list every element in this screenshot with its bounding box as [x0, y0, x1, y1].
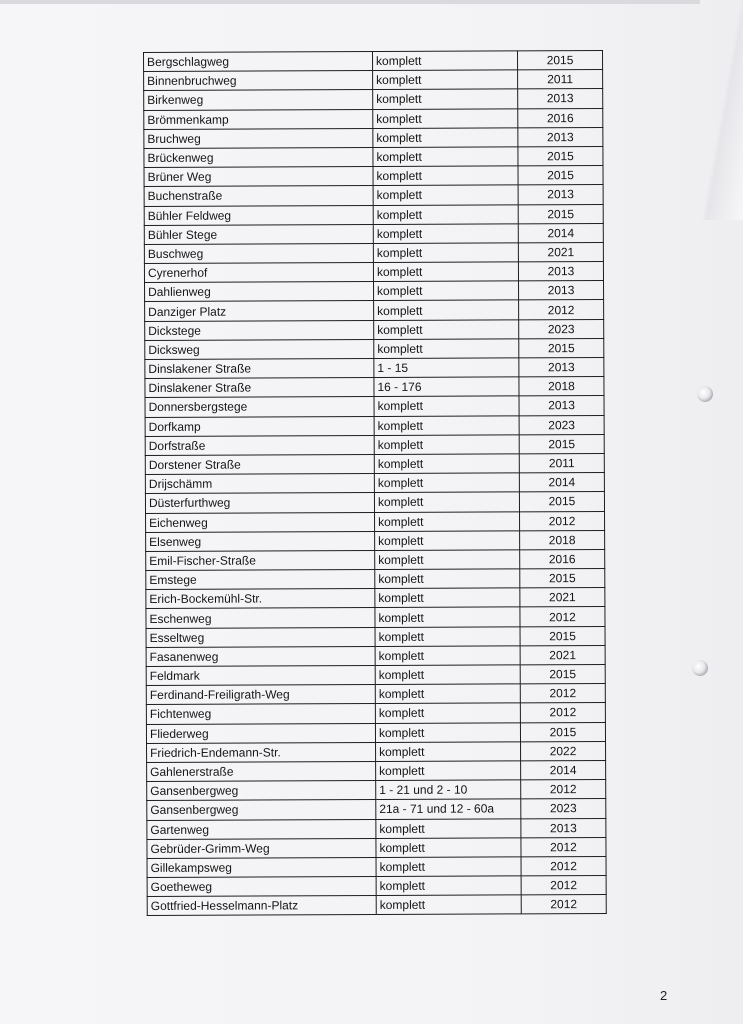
street-name-cell: Gartenweg — [147, 819, 376, 839]
status-cell: 1 - 21 und 2 - 10 — [376, 780, 521, 800]
punch-hole — [692, 660, 708, 676]
status-cell: komplett — [376, 857, 521, 877]
status-cell: komplett — [374, 339, 519, 359]
street-name-cell: Dinslakener Straße — [145, 378, 374, 398]
year-cell: 2015 — [518, 166, 603, 186]
street-name-cell: Buchenstraße — [144, 186, 373, 206]
table-row — [146, 684, 605, 705]
year-cell: 2015 — [519, 338, 604, 358]
street-table — [143, 50, 607, 916]
year-cell: 2012 — [521, 837, 606, 857]
status-cell: komplett — [375, 626, 520, 646]
table-row — [146, 511, 605, 532]
street-name-cell: Drijschämm — [145, 474, 374, 494]
status-cell: komplett — [376, 742, 521, 762]
table-row — [145, 396, 604, 417]
year-cell: 2016 — [518, 108, 603, 128]
status-cell: komplett — [373, 89, 518, 109]
table-row — [144, 185, 603, 206]
status-cell: komplett — [373, 70, 518, 90]
year-cell: 2012 — [521, 895, 606, 915]
year-cell: 2012 — [520, 684, 605, 704]
street-name-cell: Eichenweg — [146, 512, 375, 532]
status-cell: komplett — [376, 818, 521, 838]
table-row — [144, 70, 603, 91]
table-row — [146, 664, 605, 685]
street-name-cell: Cyrenerhof — [144, 263, 373, 283]
street-name-cell: Feldmark — [146, 665, 375, 685]
table-row — [147, 760, 606, 781]
table-row — [144, 166, 603, 187]
year-cell: 2011 — [518, 70, 603, 90]
street-name-cell: Brömmenkamp — [144, 109, 373, 129]
street-name-cell: Ferdinand-Freiligrath-Weg — [146, 685, 375, 705]
status-cell: komplett — [376, 761, 521, 781]
street-name-cell: Gansenbergweg — [147, 800, 376, 820]
table-row — [145, 338, 604, 359]
status-cell: komplett — [373, 51, 518, 71]
street-name-cell: Gebrüder-Grimm-Weg — [147, 838, 376, 858]
year-cell: 2021 — [520, 588, 605, 608]
status-cell: komplett — [373, 108, 518, 128]
status-cell: komplett — [375, 684, 520, 704]
table-row — [144, 50, 603, 71]
year-cell: 2015 — [518, 204, 603, 224]
street-name-cell: Gillekampsweg — [147, 857, 376, 877]
street-name-cell: Fichtenweg — [146, 704, 375, 724]
table-row — [144, 204, 603, 225]
status-cell: komplett — [374, 435, 519, 455]
year-cell: 2014 — [518, 223, 603, 243]
status-cell: 1 - 15 — [374, 358, 519, 378]
status-cell: komplett — [375, 646, 520, 666]
table-row — [144, 223, 603, 244]
status-cell: komplett — [373, 147, 518, 167]
table-row — [146, 549, 605, 570]
status-cell: komplett — [374, 281, 519, 301]
table-row — [144, 242, 603, 263]
table-row — [147, 799, 606, 820]
year-cell: 2023 — [521, 799, 606, 819]
table-row — [145, 453, 604, 474]
street-name-cell: Donnersbergstege — [145, 397, 374, 417]
street-name-cell: Dickstege — [145, 320, 374, 340]
status-cell: komplett — [376, 895, 521, 915]
year-cell: 2012 — [521, 876, 606, 896]
status-cell: komplett — [374, 492, 519, 512]
year-cell: 2015 — [520, 569, 605, 589]
table-row — [146, 626, 605, 647]
street-name-cell: Goetheweg — [147, 877, 376, 897]
page-fold-shadow — [690, 0, 743, 220]
street-name-cell: Binnenbruchweg — [144, 71, 373, 91]
street-name-cell: Dorfkamp — [145, 416, 374, 436]
table-row — [145, 300, 604, 321]
table-row — [147, 780, 606, 801]
table-row — [144, 146, 603, 167]
street-name-cell: Erich-Bockemühl-Str. — [146, 589, 375, 609]
table-row — [147, 895, 606, 916]
punch-hole — [697, 386, 713, 402]
table-row — [146, 722, 605, 743]
status-cell: komplett — [374, 473, 519, 493]
table-row — [147, 856, 606, 877]
street-name-cell: Esseltweg — [146, 627, 375, 647]
table-row — [145, 434, 604, 455]
status-cell: komplett — [375, 511, 520, 531]
year-cell: 2023 — [519, 415, 604, 435]
year-cell: 2018 — [519, 377, 604, 397]
status-cell: komplett — [373, 243, 518, 263]
street-name-cell: Gansenbergweg — [147, 781, 376, 801]
status-cell: komplett — [374, 319, 519, 339]
street-name-cell: Emstege — [146, 570, 375, 590]
table-row — [147, 818, 606, 839]
page-top-edge — [0, 0, 700, 4]
year-cell: 2015 — [520, 664, 605, 684]
street-name-cell: Dicksweg — [145, 339, 374, 359]
status-cell: komplett — [376, 838, 521, 858]
status-cell: komplett — [374, 300, 519, 320]
year-cell: 2022 — [521, 741, 606, 761]
status-cell: komplett — [375, 722, 520, 742]
street-name-cell: Dinslakener Straße — [145, 358, 374, 378]
status-cell: komplett — [375, 607, 520, 627]
street-name-cell: Friedrich-Endemann-Str. — [147, 742, 376, 762]
table-row — [146, 607, 605, 628]
year-cell: 2012 — [520, 607, 605, 627]
status-cell: komplett — [373, 166, 518, 186]
status-cell: komplett — [373, 262, 518, 282]
table-row — [145, 357, 604, 378]
table-row — [144, 127, 603, 148]
table-row — [145, 281, 604, 302]
table-row — [144, 262, 603, 283]
year-cell: 2013 — [519, 357, 604, 377]
table-row — [147, 876, 606, 897]
year-cell: 2015 — [520, 626, 605, 646]
street-name-cell: Emil-Fischer-Straße — [146, 550, 375, 570]
street-name-cell: Fliederweg — [146, 723, 375, 743]
status-cell: komplett — [374, 415, 519, 435]
status-cell: 16 - 176 — [374, 377, 519, 397]
street-table-body — [144, 50, 607, 915]
street-name-cell: Gahlenerstraße — [147, 761, 376, 781]
status-cell: komplett — [374, 396, 519, 416]
year-cell: 2012 — [520, 703, 605, 723]
street-name-cell: Fasanenweg — [146, 646, 375, 666]
street-name-cell: Elsenweg — [146, 531, 375, 551]
status-cell: komplett — [373, 204, 518, 224]
table-row — [146, 569, 605, 590]
year-cell: 2012 — [519, 300, 604, 320]
year-cell: 2013 — [521, 818, 606, 838]
table-row — [145, 473, 604, 494]
street-name-cell: Dorfstraße — [145, 435, 374, 455]
page-number: 2 — [660, 988, 668, 1003]
year-cell: 2013 — [518, 185, 603, 205]
year-cell: 2012 — [521, 780, 606, 800]
status-cell: komplett — [376, 876, 521, 896]
street-name-cell: Brückenweg — [144, 147, 373, 167]
street-name-cell: Birkenweg — [144, 90, 373, 110]
year-cell: 2021 — [520, 645, 605, 665]
table-row — [144, 108, 603, 129]
status-cell: komplett — [375, 531, 520, 551]
street-name-cell: Gottfried-Hesselmann-Platz — [147, 896, 376, 916]
street-name-cell: Danziger Platz — [145, 301, 374, 321]
year-cell: 2018 — [520, 530, 605, 550]
street-name-cell: Buschweg — [144, 243, 373, 263]
year-cell: 2012 — [520, 511, 605, 531]
year-cell: 2015 — [520, 722, 605, 742]
year-cell: 2014 — [521, 760, 606, 780]
table-row — [145, 377, 604, 398]
table-row — [146, 530, 605, 551]
status-cell: komplett — [373, 185, 518, 205]
year-cell: 2013 — [518, 89, 603, 109]
year-cell: 2012 — [521, 856, 606, 876]
year-cell: 2015 — [519, 434, 604, 454]
status-cell: komplett — [375, 569, 520, 589]
table-row — [144, 89, 603, 110]
street-name-cell: Bühler Stege — [144, 224, 373, 244]
street-name-cell: Dahlienweg — [145, 282, 374, 302]
status-cell: 21a - 71 und 12 - 60a — [376, 799, 521, 819]
street-name-cell: Bühler Feldweg — [144, 205, 373, 225]
table-row — [146, 703, 605, 724]
street-name-cell: Bruchweg — [144, 128, 373, 148]
status-cell: komplett — [373, 224, 518, 244]
street-name-cell: Eschenweg — [146, 608, 375, 628]
street-name-cell: Düsterfurthweg — [145, 493, 374, 513]
year-cell: 2015 — [517, 50, 602, 70]
street-name-cell: Bergschlagweg — [144, 51, 373, 71]
status-cell: komplett — [375, 550, 520, 570]
street-name-cell: Brüner Weg — [144, 167, 373, 187]
year-cell: 2014 — [519, 473, 604, 493]
year-cell: 2023 — [519, 319, 604, 339]
year-cell: 2013 — [518, 127, 603, 147]
year-cell: 2011 — [519, 453, 604, 473]
status-cell: komplett — [373, 128, 518, 148]
table-row — [147, 741, 606, 762]
year-cell: 2015 — [519, 492, 604, 512]
year-cell: 2016 — [520, 549, 605, 569]
table-row — [145, 415, 604, 436]
status-cell: komplett — [375, 665, 520, 685]
table-row — [146, 645, 605, 666]
year-cell: 2013 — [519, 281, 604, 301]
table-row — [145, 319, 604, 340]
table-row — [146, 588, 605, 609]
year-cell: 2013 — [518, 262, 603, 282]
status-cell: komplett — [375, 703, 520, 723]
year-cell: 2013 — [519, 396, 604, 416]
status-cell: komplett — [374, 454, 519, 474]
street-name-cell: Dorstener Straße — [145, 454, 374, 474]
year-cell: 2015 — [518, 146, 603, 166]
table-row — [145, 492, 604, 513]
status-cell: komplett — [375, 588, 520, 608]
table-row — [147, 837, 606, 858]
year-cell: 2021 — [518, 242, 603, 262]
